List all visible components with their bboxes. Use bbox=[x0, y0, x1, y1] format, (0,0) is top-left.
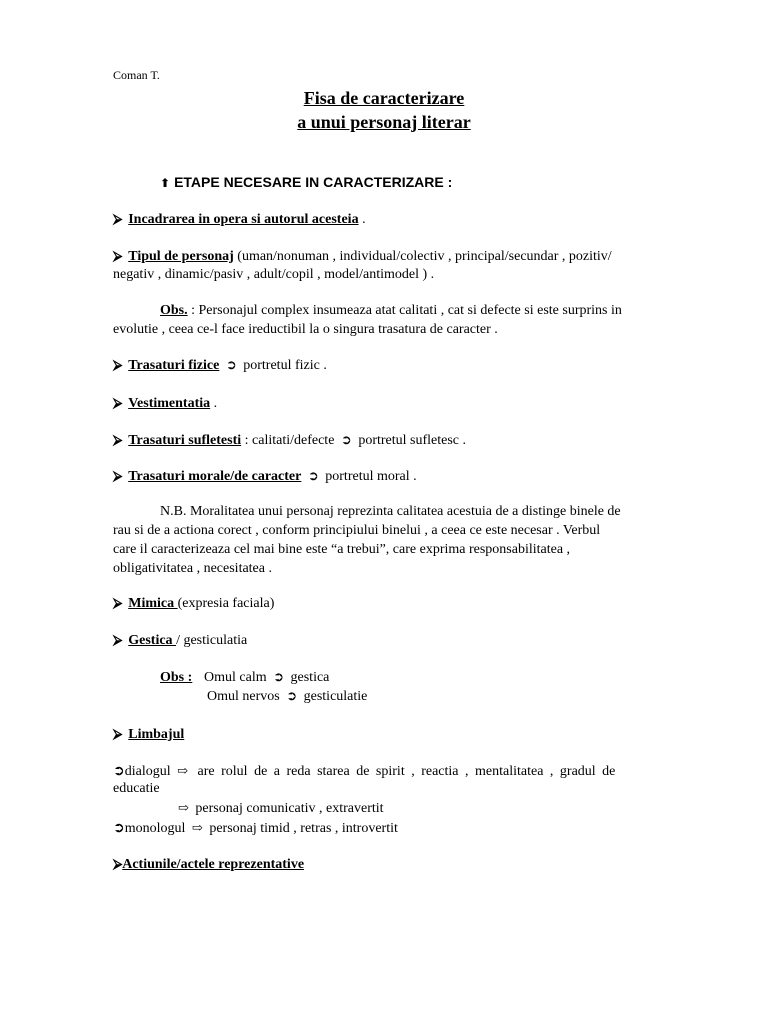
nb-line-3: care il caracterizeaza cel mai bine este “a trebui”, care exprima responsabilitatea , bbox=[113, 542, 571, 557]
curved-arrow-icon: ➲ bbox=[273, 669, 285, 684]
title-line-1: Fisa de caracterizare bbox=[303, 88, 465, 108]
bullet-icon: ⮚ bbox=[113, 468, 123, 483]
item-gestica-label: Gestica bbox=[128, 633, 177, 648]
hollow-arrow-icon: ⇨ bbox=[178, 800, 189, 815]
dialogul-line-1 bbox=[113, 763, 655, 780]
item-mimica-rest: (expresia faciala) bbox=[177, 596, 275, 611]
section-heading-text: ETAPE NECESARE IN CARACTERIZARE : bbox=[174, 174, 453, 190]
item-actiunile-label: Actiunile/actele reprezentative bbox=[122, 857, 305, 872]
obs2-line1-b: gestica bbox=[287, 670, 330, 685]
item-vestimentatia bbox=[113, 395, 217, 412]
monologul-text: personaj timid , retras , introvertit bbox=[205, 821, 398, 836]
curved-arrow-icon: ➲ bbox=[113, 764, 125, 779]
item-morale-rest: portretul moral . bbox=[321, 469, 417, 484]
item-incadrarea-label: Incadrarea in opera si autorul acesteia bbox=[128, 212, 359, 227]
item-actiunile bbox=[113, 856, 304, 873]
bullet-icon: ⮚ bbox=[113, 248, 123, 263]
item-tipul-line-2: negativ , dinamic/pasiv , adult/copil , model/antimodel ) . bbox=[113, 267, 435, 282]
obs1-text-1: : Personajul complex insumeaza atat calitati , cat si defecte si este surprins in bbox=[187, 303, 622, 318]
curved-arrow-icon: ➲ bbox=[113, 821, 125, 836]
item-sufletesti bbox=[113, 432, 466, 449]
item-tipul-label: Tipul de personaj bbox=[128, 249, 234, 264]
obs2-line2-a: Omul nervos bbox=[207, 689, 284, 704]
bullet-icon: ⮚ bbox=[113, 856, 123, 871]
bullet-icon: ⮚ bbox=[113, 632, 123, 647]
section-heading bbox=[160, 174, 452, 190]
curved-arrow-icon: ➲ bbox=[307, 468, 319, 483]
item-limbajul-label: Limbajul bbox=[128, 727, 185, 742]
hollow-arrow-icon: ⇨ bbox=[177, 763, 189, 778]
curved-arrow-icon: ➲ bbox=[225, 357, 237, 372]
item-gestica bbox=[113, 632, 247, 649]
obs2-label: Obs : bbox=[160, 670, 193, 685]
obs2-line2-b: gesticulatie bbox=[300, 689, 368, 704]
nb-line-1: N.B. Moralitatea unui personaj reprezinta calitatea acestuia de a distinge binele de bbox=[160, 504, 621, 519]
item-fizice bbox=[113, 357, 327, 374]
item-fizice-label: Trasaturi fizice bbox=[128, 358, 220, 373]
title-line-2: a unui personaj literar bbox=[297, 112, 471, 132]
dialogul-line-3 bbox=[175, 800, 384, 817]
hollow-arrow-icon: ⇨ bbox=[191, 820, 203, 835]
obs1-label: Obs. bbox=[160, 303, 188, 318]
item-vestimentatia-rest: . bbox=[210, 396, 218, 411]
nb-line-2: rau si de a actiona corect , conform principiului binelui , a ceea ce este necesar . Verbul bbox=[113, 523, 601, 538]
nb-line-4: obligativitatea , necesitatea . bbox=[113, 561, 272, 576]
bullet-icon: ⮚ bbox=[113, 395, 123, 410]
item-fizice-rest: portretul fizic . bbox=[239, 358, 327, 373]
up-arrow-icon: ⬆ bbox=[160, 176, 171, 190]
bullet-icon: ⮚ bbox=[113, 726, 123, 741]
dialogul-line3-text: personaj comunicativ , extravertit bbox=[191, 801, 384, 816]
bullet-icon: ⮚ bbox=[113, 357, 123, 372]
item-tipul-rest-1: (uman/nonuman , individual/colectiv , principal/secundar , pozitiv/ bbox=[233, 249, 612, 264]
item-mimica bbox=[113, 595, 274, 612]
author-name: Coman T. bbox=[113, 68, 160, 82]
item-morale bbox=[113, 468, 417, 485]
obs1-line-1 bbox=[160, 303, 622, 319]
item-incadrarea-rest: . bbox=[358, 212, 366, 227]
bullet-icon: ⮚ bbox=[113, 211, 123, 226]
item-morale-label: Trasaturi morale/de caracter bbox=[128, 469, 302, 484]
dialogul-text: are rolul de a reda starea de spirit , reactia , mentalitatea , gradul de bbox=[191, 764, 616, 779]
obs2-line1-a: Omul calm bbox=[204, 670, 271, 685]
curved-arrow-icon: ➲ bbox=[286, 688, 298, 703]
curved-arrow-icon: ➲ bbox=[340, 432, 352, 447]
obs2-line-2 bbox=[207, 688, 367, 705]
obs2-line-1 bbox=[160, 669, 329, 686]
dialogul-line-2: educatie bbox=[113, 781, 160, 796]
dialogul-label: dialogul bbox=[124, 764, 175, 779]
bullet-icon: ⮚ bbox=[113, 595, 123, 610]
item-sufletesti-label: Trasaturi sufletesti bbox=[128, 433, 242, 448]
item-incadrarea bbox=[113, 211, 366, 228]
item-sufletesti-rest-b: portretul sufletesc . bbox=[354, 433, 466, 448]
item-sufletesti-rest-a: : calitati/defecte bbox=[241, 433, 338, 448]
item-tipul bbox=[113, 248, 612, 265]
item-mimica-label: Mimica bbox=[128, 596, 178, 611]
item-gestica-rest: / gesticulatia bbox=[176, 633, 248, 648]
bullet-icon: ⮚ bbox=[113, 432, 123, 447]
item-vestimentatia-label: Vestimentatia bbox=[128, 396, 211, 411]
monologul-line bbox=[113, 820, 398, 837]
item-limbajul bbox=[113, 726, 184, 743]
obs1-line-2: evolutie , ceea ce-l face ireductibil la o singura trasatura de caracter . bbox=[113, 322, 498, 337]
monologul-label: monologul bbox=[124, 821, 189, 836]
